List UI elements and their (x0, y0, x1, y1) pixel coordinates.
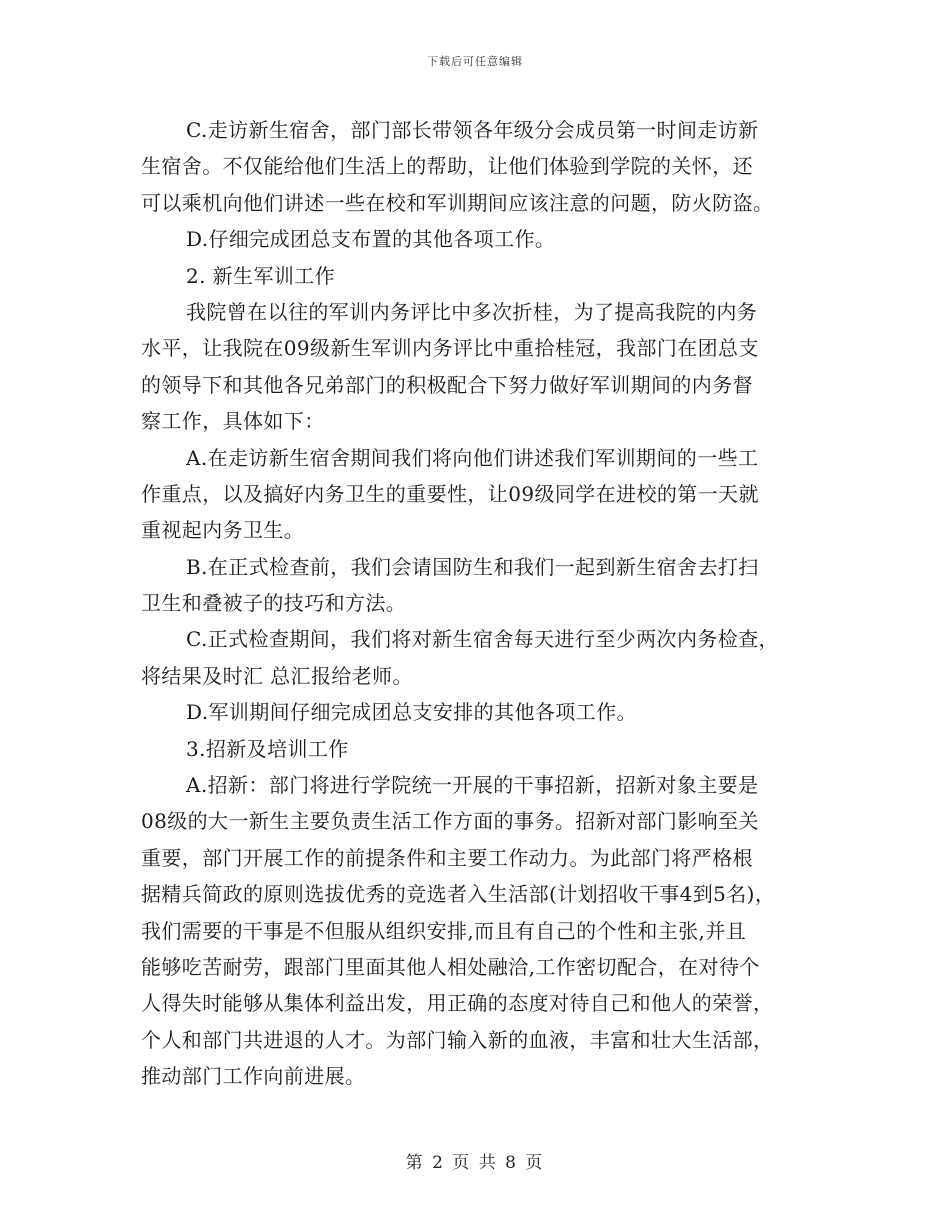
text-line: D.军训期间仔细完成团总支安排的其他各项工作。 (186, 700, 637, 725)
text-line: 3.招新及培训工作 (186, 736, 349, 761)
text-line: 卫生和叠被子的技巧和方法。 (141, 591, 407, 616)
text-line: 察工作，具体如下： (141, 409, 325, 434)
page-header: 下载后可任意编辑 (427, 55, 523, 68)
text-line: 推动部门工作向前进展。 (141, 1064, 366, 1089)
text-line: 08级的大一新生主要负责生活工作方面的事务。招新对部门影响至关 (141, 809, 759, 834)
page-footer: 第 2 页 共 8 页 (405, 1153, 545, 1173)
document-body (141, 112, 821, 1095)
text-line: 个人和部门共进退的人才。为部门输入新的血液，丰富和壮大生活部， (141, 1027, 774, 1052)
text-line: D.仔细完成团总支布置的其他各项工作。 (186, 227, 556, 252)
text-line: A.在走访新生宿舍期间我们将向他们讲述我们军训期间的一些工 (186, 445, 759, 470)
text-line: 重视起内务卫生。 (141, 518, 305, 543)
text-line: 重要，部门开展工作的前提条件和主要工作动力。为此部门将严格根 (141, 845, 753, 870)
text-line: C.走访新生宿舍，部门部长带领各年级分会成员第一时间走访新 (186, 118, 759, 142)
text-line: 人得失时能够从集体利益出发，用正确的态度对待自己和他人的荣誉， (141, 991, 774, 1016)
text-line: B.在正式检查前，我们会请国防生和我们一起到新生宿舍去打扫 (186, 554, 759, 579)
text-line: A.招新：部门将进行学院统一开展的干事招新，招新对象主要是 (186, 773, 759, 798)
text-line: 将结果及时汇 总汇报给老师。 (141, 663, 413, 688)
text-line: 作重点，以及搞好内务卫生的重要性，让09级同学在进校的第一天就 (141, 481, 759, 506)
text-line: 生宿舍。不仅能给他们生活上的帮助，让他们体验到学院的关怀，还 (141, 154, 753, 179)
text-line: 能够吃苦耐劳，跟部门里面其他人相处融洽,工作密切配合，在对待个 (141, 954, 760, 979)
text-line: 的领导下和其他各兄弟部门的积极配合下努力做好军训期间的内务督 (141, 372, 753, 397)
text-line: 我们需要的干事是不但服从组织安排,而且有自己的个性和主张,并且 (141, 918, 747, 943)
text-line: 2. 新生军训工作 (186, 263, 336, 288)
text-line: 我院曾在以往的军训内务评比中多次折桂，为了提高我院的内务 (186, 299, 758, 324)
text-line: C.正式检查期间，我们将对新生宿舍每天进行至少两次内务检查， (186, 627, 779, 652)
text-line: 水平，让我院在09级新生军训内务评比中重拾桂冠，我部门在团总支 (141, 336, 759, 361)
text-line: 据精兵简政的原则选拔优秀的竞选者入生活部(计划招收干事4到5名)， (141, 882, 776, 907)
text-line: 可以乘机向他们讲述一些在校和军训期间应该注意的问题，防火防盗。 (141, 190, 774, 215)
